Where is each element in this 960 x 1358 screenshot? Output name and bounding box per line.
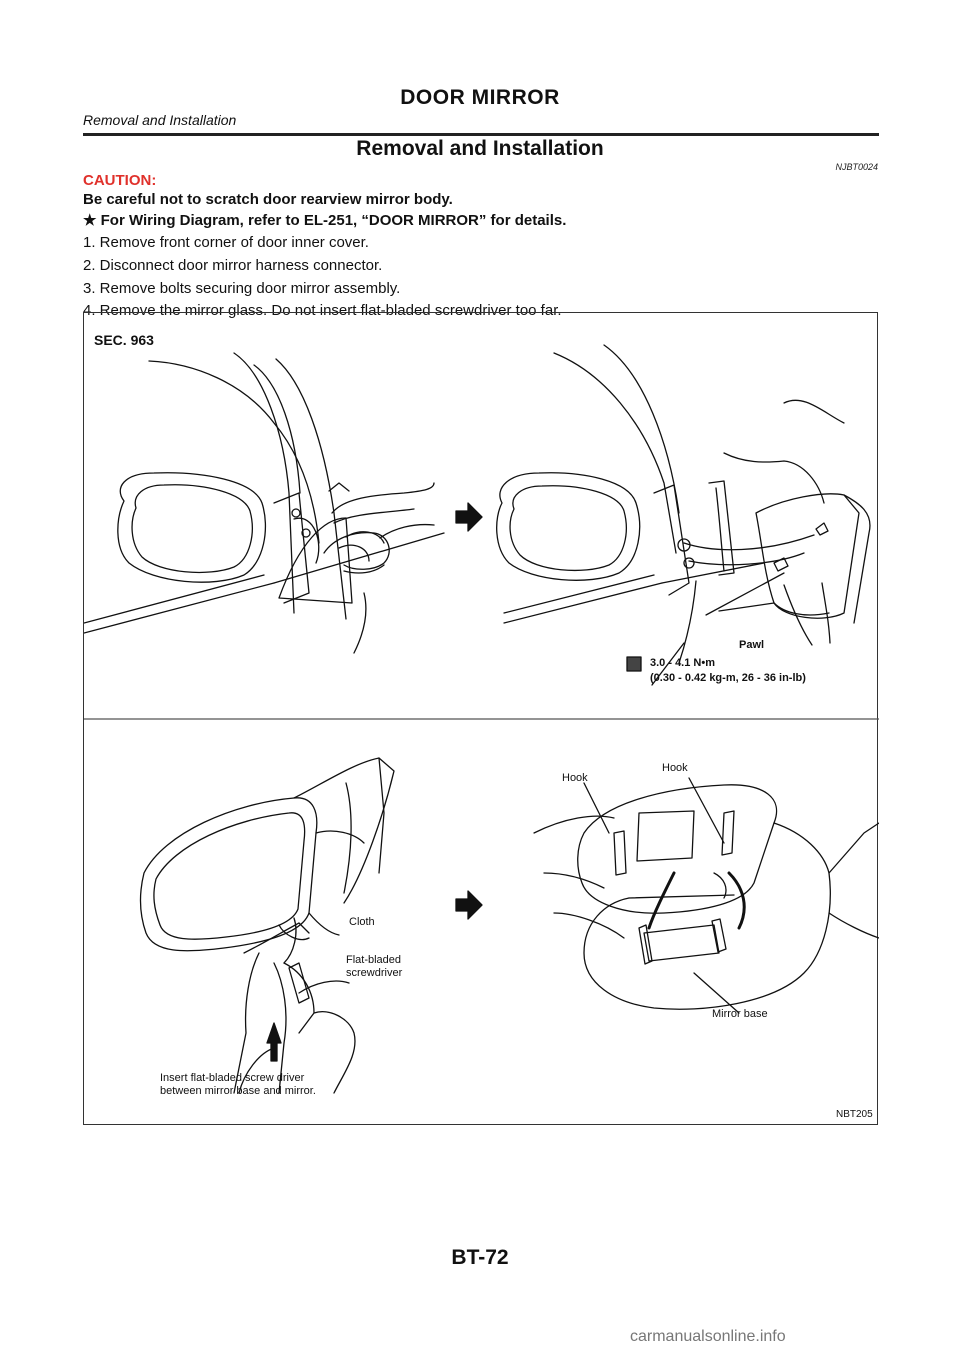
arrow-bottom bbox=[456, 891, 482, 919]
top-left-mirror-drawing bbox=[84, 353, 444, 653]
upward-arrow bbox=[267, 1023, 281, 1061]
cloth-label: Cloth bbox=[349, 916, 375, 928]
step-4: 4. Remove the mirror glass. Do not insert flat-bladed screwdriver too far. bbox=[83, 302, 562, 319]
page-number: BT-72 bbox=[451, 1246, 509, 1269]
caution-label: CAUTION: bbox=[83, 172, 157, 189]
wiring-note-text: For Wiring Diagram, refer to EL-251, “DOOR MIRROR” for details. bbox=[100, 212, 567, 229]
figure-id: NBT205 bbox=[836, 1109, 873, 1120]
illustration-svg bbox=[84, 313, 879, 1126]
section-code: NJBT0024 bbox=[835, 162, 878, 172]
star-icon: ★ bbox=[83, 212, 97, 229]
section-title: Removal and Installation bbox=[356, 137, 604, 160]
watermark: carmanualsonline.info bbox=[630, 1328, 786, 1345]
screwdriver-label-line2: screwdriver bbox=[346, 967, 403, 979]
page-header-title: DOOR MIRROR bbox=[400, 86, 560, 109]
bottom-right-mirror-drawing bbox=[534, 778, 879, 1013]
section-label: SEC. 963 bbox=[94, 332, 154, 348]
hook-right-label: Hook bbox=[662, 762, 688, 774]
header-divider bbox=[83, 133, 879, 136]
mirror-base-label: Mirror base bbox=[712, 1008, 768, 1020]
hook-left-label: Hook bbox=[562, 772, 588, 784]
caption-line-2: between mirror base and mirror. bbox=[160, 1085, 316, 1097]
screwdriver-label-line1: Flat-bladed bbox=[346, 954, 402, 966]
caution-text: Be careful not to scratch door rearview mirror body. bbox=[83, 191, 453, 208]
top-right-mirror-drawing bbox=[497, 345, 870, 663]
caption-line-1: Insert flat-bladed screw driver bbox=[160, 1072, 305, 1084]
page-header-subtitle: Removal and Installation bbox=[83, 112, 237, 128]
torque-imperial-label: (0.30 - 0.42 kg-m, 26 - 36 in-lb) bbox=[650, 672, 806, 684]
arrow-top bbox=[456, 503, 482, 531]
torque-icon bbox=[627, 657, 641, 671]
torque-value-label: 3.0 - 4.1 N•m bbox=[650, 657, 715, 669]
step-3: 3. Remove bolts securing door mirror assembly. bbox=[83, 280, 401, 297]
wiring-note bbox=[83, 211, 566, 229]
pawl-leader bbox=[706, 573, 784, 615]
step-2: 2. Disconnect door mirror harness connector. bbox=[83, 257, 383, 274]
pawl-label: Pawl bbox=[739, 639, 765, 651]
step-1: 1. Remove front corner of door inner cover. bbox=[83, 234, 369, 251]
illustration-figure bbox=[83, 312, 878, 1125]
